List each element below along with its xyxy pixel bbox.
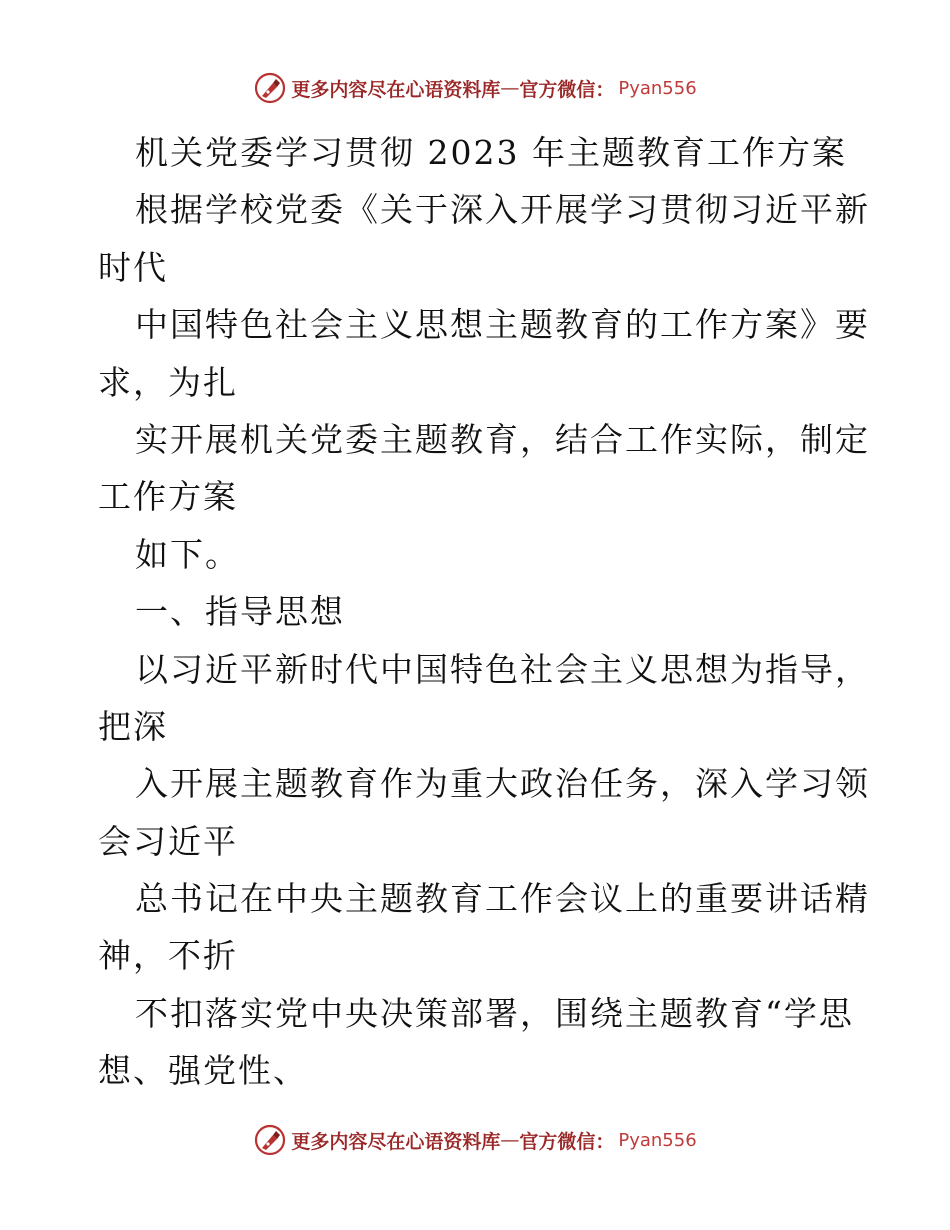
- watermark-contact-value: Pyan556: [618, 1129, 697, 1151]
- paragraph-line: 根据学校党委《关于深入开展学习贯彻习近平新: [135, 190, 870, 230]
- paragraph-line: 一、指导思想: [135, 592, 345, 632]
- watermark-contact-label: 官方微信：: [519, 78, 615, 101]
- paragraph-line: 总书记在中央主题教育工作会议上的重要讲话精: [135, 879, 870, 919]
- watermark-contact-label: 官方微信：: [519, 1130, 615, 1153]
- watermark-separator: —: [500, 77, 520, 99]
- watermark-site-text: 更多内容尽在心语资料库: [291, 1130, 501, 1153]
- paragraph-line: 入开展主题教育作为重大政治任务，深入学习领: [135, 764, 870, 804]
- watermark-banner-bottom: [0, 1120, 950, 1160]
- watermark-contact-value: Pyan556: [618, 77, 697, 99]
- paragraph-line: 以习近平新时代中国特色社会主义思想为指导，: [135, 649, 870, 689]
- paragraph-line: 时代: [98, 247, 168, 287]
- watermark-separator: —: [500, 1129, 520, 1151]
- paragraph-line: 想、强党性、: [98, 1051, 308, 1091]
- paragraph-line: 实开展机关党委主题教育，结合工作实际，制定: [135, 419, 870, 459]
- paragraph-line: 不扣落实党中央决策部署，围绕主题教育“学思: [135, 993, 854, 1033]
- paragraph-line: 神，不折: [98, 936, 238, 976]
- paragraph-line: 会习近平: [98, 821, 238, 861]
- paragraph-line: 中国特色社会主义思想主题教育的工作方案》要: [135, 305, 870, 345]
- paragraph-line: 如下。: [135, 534, 240, 574]
- watermark-banner-top: [0, 68, 950, 108]
- paragraph-line: 把深: [98, 706, 168, 746]
- document-title: 机关党委学习贯彻 2023 年主题教育工作方案: [135, 133, 847, 172]
- watermark-site-text: 更多内容尽在心语资料库: [291, 78, 501, 101]
- paragraph-line: 工作方案: [98, 477, 238, 517]
- pen-nib-logo-icon: [253, 71, 287, 105]
- pen-nib-logo-icon: [253, 1123, 287, 1157]
- paragraph-line: 求，为扎: [98, 362, 238, 402]
- document-body: [98, 124, 868, 1100]
